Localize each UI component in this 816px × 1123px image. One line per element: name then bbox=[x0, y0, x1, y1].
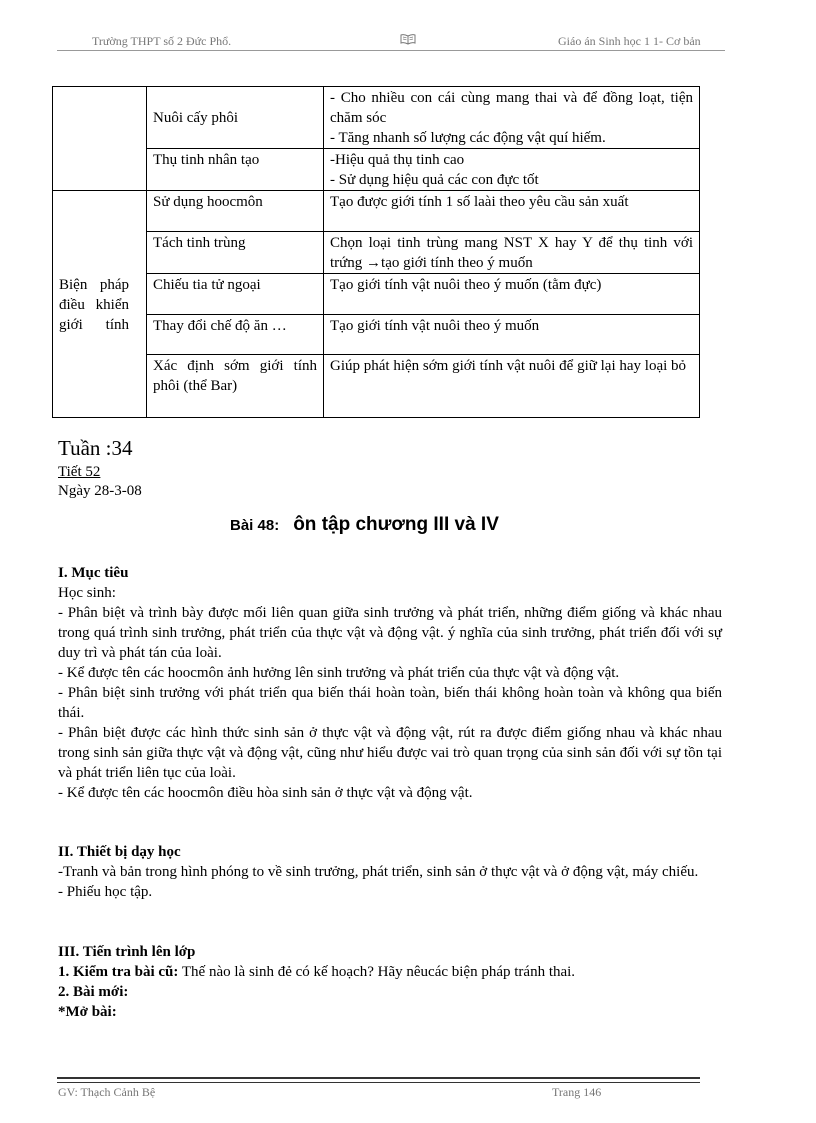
table-row bbox=[53, 232, 700, 274]
effect-cell: Giúp phát hiện sớm giới tính vật nuôi để giữ lại hay loại bỏ bbox=[324, 355, 700, 418]
effect-cell: Tạo giới tính vật nuôi theo ý muốn bbox=[324, 315, 700, 355]
lesson-name: ôn tập chương III và IV bbox=[293, 514, 499, 535]
objective-item: - Kể được tên các hoocmôn điều hòa sinh sản ở thực vật và động vật. bbox=[58, 785, 473, 801]
objectives-intro: Học sinh: bbox=[58, 585, 116, 601]
effect-line: - Cho nhiều con cái cùng mang thai và để đồng loạt, tiện chăm sóc bbox=[330, 90, 693, 126]
check-label: 1. Kiểm tra bài cũ: bbox=[58, 964, 179, 980]
equipment-item: -Tranh và bản trong hình phóng to về sinh trưởng, phát triển, sinh sản ở thực vật và ở động vật, máy chiếu. bbox=[58, 864, 699, 880]
header-divider bbox=[57, 50, 725, 51]
method-cell: Thay đổi chế độ ăn … bbox=[147, 315, 324, 355]
check-question: Thế nào là sinh đẻ có kế hoạch? Hãy nêucác biện pháp tránh thai. bbox=[178, 964, 576, 980]
table-row bbox=[53, 191, 700, 232]
period-label: Tiết 52 bbox=[58, 464, 101, 480]
objective-item: - Phân biệt và trình bày được mối liên quan giữa sinh trưởng và phát triển, những điểm giống và khác nhau trong quá trình sinh trưởng, phát triển của thực vật và động vật. ý nghĩa của sinh trưởng, phát triển đối với sự duy trì và phát tán của loài. bbox=[58, 605, 722, 661]
new-lesson-label: 2. Bài mới: bbox=[58, 984, 129, 1000]
equipment-item: - Phiếu học tập. bbox=[58, 884, 153, 900]
methods-table bbox=[52, 86, 700, 418]
effect-cell: Tạo được giới tính 1 số laài theo yêu cầu sản xuất bbox=[324, 191, 700, 232]
method-cell: Nuôi cấy phôi bbox=[147, 87, 324, 149]
table-row bbox=[53, 149, 700, 191]
effect-line: -Hiệu quả thụ tinh cao bbox=[330, 152, 465, 168]
opening-label: *Mở bài: bbox=[58, 1004, 117, 1020]
table-row bbox=[53, 274, 700, 315]
process-heading: III. Tiến trình lên lớp bbox=[58, 944, 196, 960]
objective-item: - Phân biệt được các hình thức sinh sản ở thực vật và động vật, rút ra được điểm giống nhau và khác nhau trong sinh sản giữa thực vật và động vật, cũng như hiểu được vai trò quan trọng của sinh sản đối với sự tồn tại và phát triển liên tục của loài. bbox=[58, 725, 722, 781]
footer-teacher: GV: Thạch Cảnh Bệ bbox=[58, 1085, 156, 1099]
objectives-heading: I. Mục tiêu bbox=[58, 565, 129, 581]
week-label: Tuần :34 bbox=[58, 436, 133, 460]
footer-divider bbox=[57, 1077, 700, 1083]
effect-cell bbox=[324, 149, 700, 191]
table-cell-empty bbox=[53, 87, 147, 191]
effect-line: - Sử dụng hiệu quả các con đực tốt bbox=[330, 172, 539, 188]
method-cell: Xác định sớm giới tính phôi (thể Bar) bbox=[147, 355, 324, 418]
method-cell: Sử dụng hoocmôn bbox=[147, 191, 324, 232]
footer-page: Trang 146 bbox=[552, 1085, 602, 1099]
effect-cell bbox=[324, 87, 700, 149]
old-lesson-check bbox=[58, 962, 722, 982]
equipment-section bbox=[58, 842, 722, 902]
date-label: Ngày 28-3-08 bbox=[58, 483, 142, 499]
method-cell: Chiếu tia tử ngoại bbox=[147, 274, 324, 315]
objective-item: - Kể được tên các hoocmôn ảnh hưởng lên sinh trưởng và phát triển của thực vật và động vật. bbox=[58, 665, 620, 681]
lesson-number: Bài 48: bbox=[230, 517, 280, 534]
header-subject: Giáo án Sinh học 1 1- Cơ bản bbox=[558, 34, 701, 48]
method-cell: Thụ tinh nhân tạo bbox=[147, 149, 324, 191]
effect-line: - Tăng nhanh số lượng các động vật quí hiếm. bbox=[330, 130, 606, 146]
book-icon bbox=[400, 33, 416, 45]
objectives-section bbox=[58, 563, 722, 803]
method-cell: Tách tinh trùng bbox=[147, 232, 324, 274]
table-row bbox=[53, 87, 700, 149]
table-row bbox=[53, 315, 700, 355]
effect-cell: Tạo giới tính vật nuôi theo ý muốn (tằm đực) bbox=[324, 274, 700, 315]
objective-item: - Phân biệt sinh trưởng với phát triển qua biến thái hoàn toàn, biến thái không hoàn toàn và không qua biến thái. bbox=[58, 685, 722, 721]
table-row bbox=[53, 355, 700, 418]
effect-cell: Chọn loại tinh trùng mang NST X hay Y để thụ tinh với trứng →tạo giới tính theo ý muốn bbox=[324, 232, 700, 274]
header-school: Trường THPT số 2 Đức Phổ. bbox=[92, 34, 232, 48]
group-label-cell bbox=[53, 191, 147, 418]
lesson-title bbox=[230, 514, 650, 536]
group-label: Biện pháp điều khiển giới tính bbox=[59, 276, 129, 333]
equipment-heading: II. Thiết bị dạy học bbox=[58, 844, 181, 860]
process-section bbox=[58, 942, 722, 1022]
